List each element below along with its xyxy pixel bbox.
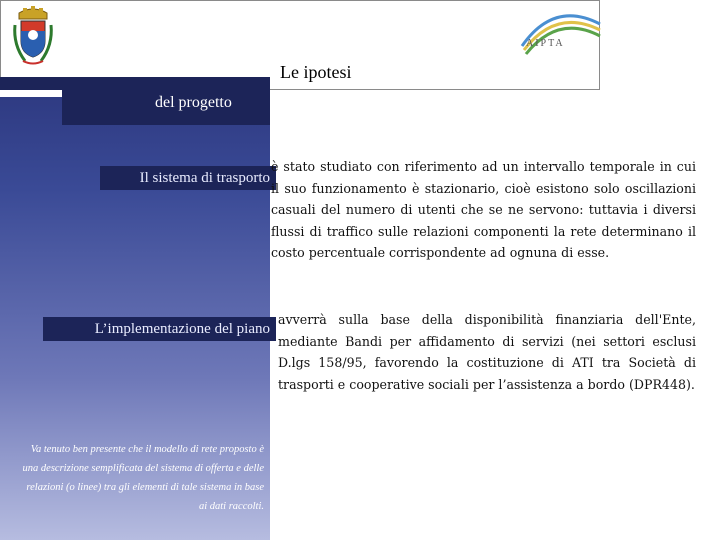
municipal-crest-icon	[11, 5, 55, 67]
section-label-implementation: L’implementazione del piano	[43, 317, 276, 341]
svg-text:AIPTA: AIPTA	[526, 38, 565, 49]
page-subtitle: del progetto	[155, 94, 232, 111]
section-label-transport: Il sistema di trasporto	[100, 166, 276, 190]
footnote: Va tenuto ben presente che il modello di rete proposto è una descrizione semplificata del sistema di offerta e delle relazioni (o linee) tra gli elementi di tale sistema in base ai dati raccolti.	[22, 444, 264, 512]
aipta-logo	[514, 6, 604, 66]
section-text-implementation: avverrà sulla base della disponibilità finanziaria dell'Ente, mediante Bandi per affidamento di servizi (nei settori esclusi D.lgs 158/95, favorendo la costituzione di ATI tra Società di trasporti e cooperative sociali per l’assistenza a bordo (DPR448).	[278, 312, 696, 392]
page-title: Le ipotesi	[280, 62, 352, 82]
section-text-transport: è stato studiato con riferimento ad un intervallo temporale in cui il suo funzionamento è stazionario, cioè esistono solo oscillazioni casuali del numero di utenti che se ne servono: tuttavia i diversi flussi di traffico sulle relazioni componenti la rete determinano il costo percentuale corrispondente ad ognuna di esse.	[271, 159, 696, 260]
header-dark-bar	[0, 77, 270, 90]
